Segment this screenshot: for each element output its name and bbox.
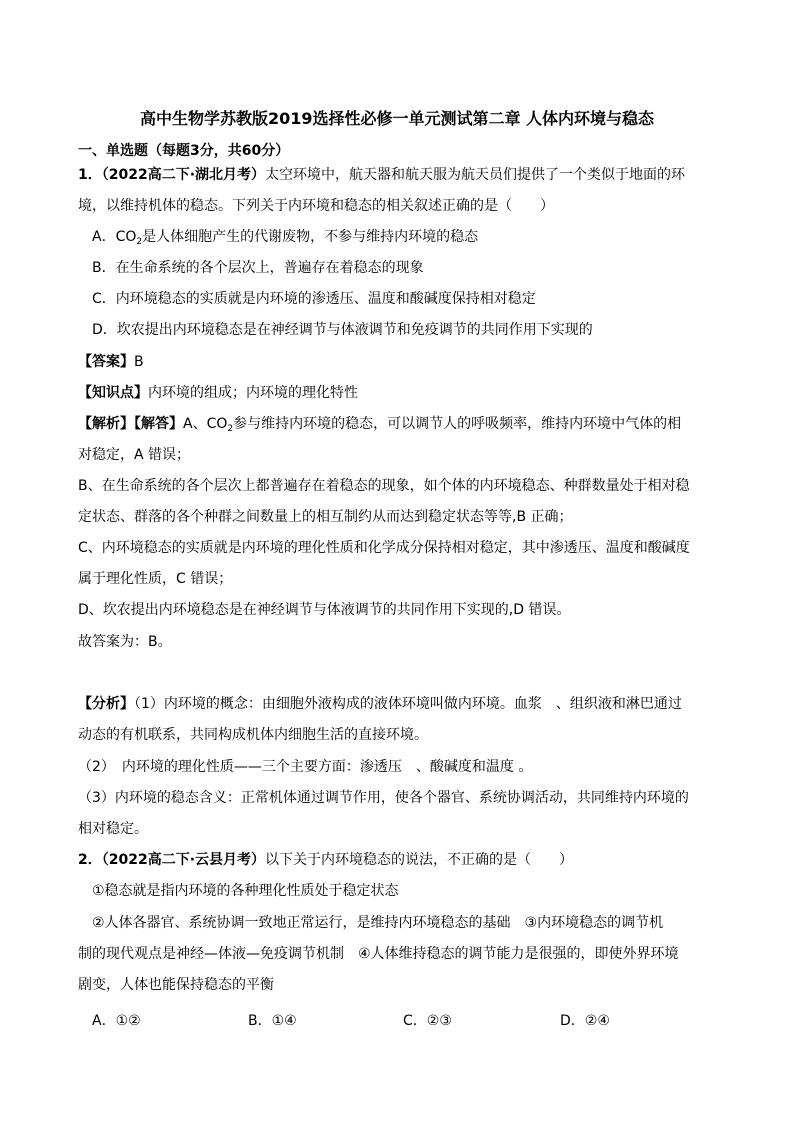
fenxi-line-2: 动态的有机联系，共同构成机体内细胞生活的直接环境。 [78,727,428,743]
answer-value: B [134,354,144,370]
section-heading: 一、单选题（每题3分，共60分） [78,143,290,159]
knowledge-point-tag: 【知识点】 [78,385,148,401]
question-1-option-c: C．内环境稳态的实质就是内环境的渗透压、温度和酸碱度保持相对稳定 [92,291,536,307]
fenxi-tag: 【分析】 [78,696,134,712]
question-stem: 太空环境中，航天器和航天服为航天员们提供了一个类似于地面的环 [265,167,686,183]
question-1-stem-line-2: 境，以维持机体的稳态。下列关于内环境和稳态的相关叙述正确的是（ ） [78,198,554,214]
analysis-line-2: 对稳定，A 错误； [78,447,191,463]
question-2-statement-3: 制的现代观点是神经—体液—免疫调节机制 ④人体维持稳态的调节能力是很强的，即使外界环境 [78,946,679,962]
question-source: （2022高二下·湖北月考） [101,167,266,183]
analysis-line-5: C、内环境稳态的实质就是内环境的理化性质和化学成分保持相对稳定，其中渗透压、温度和酸碱度 [78,540,690,556]
analysis-line-3: B、在生命系统的各个层次上都普遍存在着稳态的现象，如个体的内环境稳态、种群数量处于相对稳 [78,478,690,494]
analysis-line-1: 【解析】【解答】A、$CO_2$参与维持内环境的稳态，可以调节人的呼吸频率，维持内环境中气体的相 [78,416,682,434]
question-2-statement-2: ②人体各器官、系统协调一致地正常运行，是维持内环境稳态的基础 ③内环境稳态的调节机 [92,915,664,931]
analysis-line-6: 属于理化性质，C 错误； [78,571,233,587]
question-2-option-a: A．①② [92,1013,141,1029]
question-2-option-b: B．①④ [248,1013,297,1029]
question-2-statement-1: ①稳态就是指内环境的各种理化性质处于稳定状态 [92,883,399,899]
answer-line [78,352,144,372]
question-1-option-b: B．在生命系统的各个层次上，普遍存在着稳态的现象 [92,260,424,276]
fenxi-line-4: （3）内环境的稳态含义：正常机体通过调节作用，使各个器官、系统协调活动，共同维持内环境的 [78,790,689,806]
question-1-option-a: A．$CO_2$是人体细胞产生的代谢废物，不参与维持内环境的稳态 [92,229,479,247]
analysis-line-4: 定状态、群落的各个种群之间数量上的相互制约从而达到稳定状态等等,B 正确； [78,509,573,525]
question-2-stem: 2．（2022高二下·云县月考）以下关于内环境稳态的说法，不正确的是（ ） [78,852,574,868]
question-1-stem-line-1 [78,165,685,185]
fenxi-line-3: （2） 内环境的理化性质——三个主要方面：渗透压 、酸碱度和温度 。 [78,759,533,775]
analysis-line-8: 故答案为：B。 [78,634,172,650]
question-number: 1． [78,167,102,183]
analysis-tag: 【解析】【解答】 [78,416,183,432]
question-source: （2022高二下·云县月考） [101,852,266,868]
analysis-line-7: D、坎农提出内环境稳态是在神经调节与体液调节的共同作用下实现的,D 错误。 [78,602,571,618]
question-1-option-d: D．坎农提出内环境稳态是在神经调节与体液调节和免疫调节的共同作用下实现的 [92,322,593,338]
question-2-option-c: C．②③ [403,1013,452,1029]
fenxi-line-5: 相对稳定。 [78,821,148,837]
document-title: 高中生物学苏教版2019选择性必修一单元测试第二章 人体内环境与稳态 [139,109,655,128]
fenxi-line-1: 【分析】（1）内环境的概念：由细胞外液构成的液体环境叫做内环境。血浆 、组织液和淋巴通过 [78,696,682,712]
question-2-option-d: D．②④ [560,1013,610,1029]
question-number: 2． [78,852,102,868]
question-2-statement-4: 剧变，人体也能保持稳态的平衡 [78,977,274,993]
answer-tag: 【答案】 [78,354,134,370]
knowledge-point-line: 【知识点】内环境的组成；内环境的理化特性 [78,385,358,401]
